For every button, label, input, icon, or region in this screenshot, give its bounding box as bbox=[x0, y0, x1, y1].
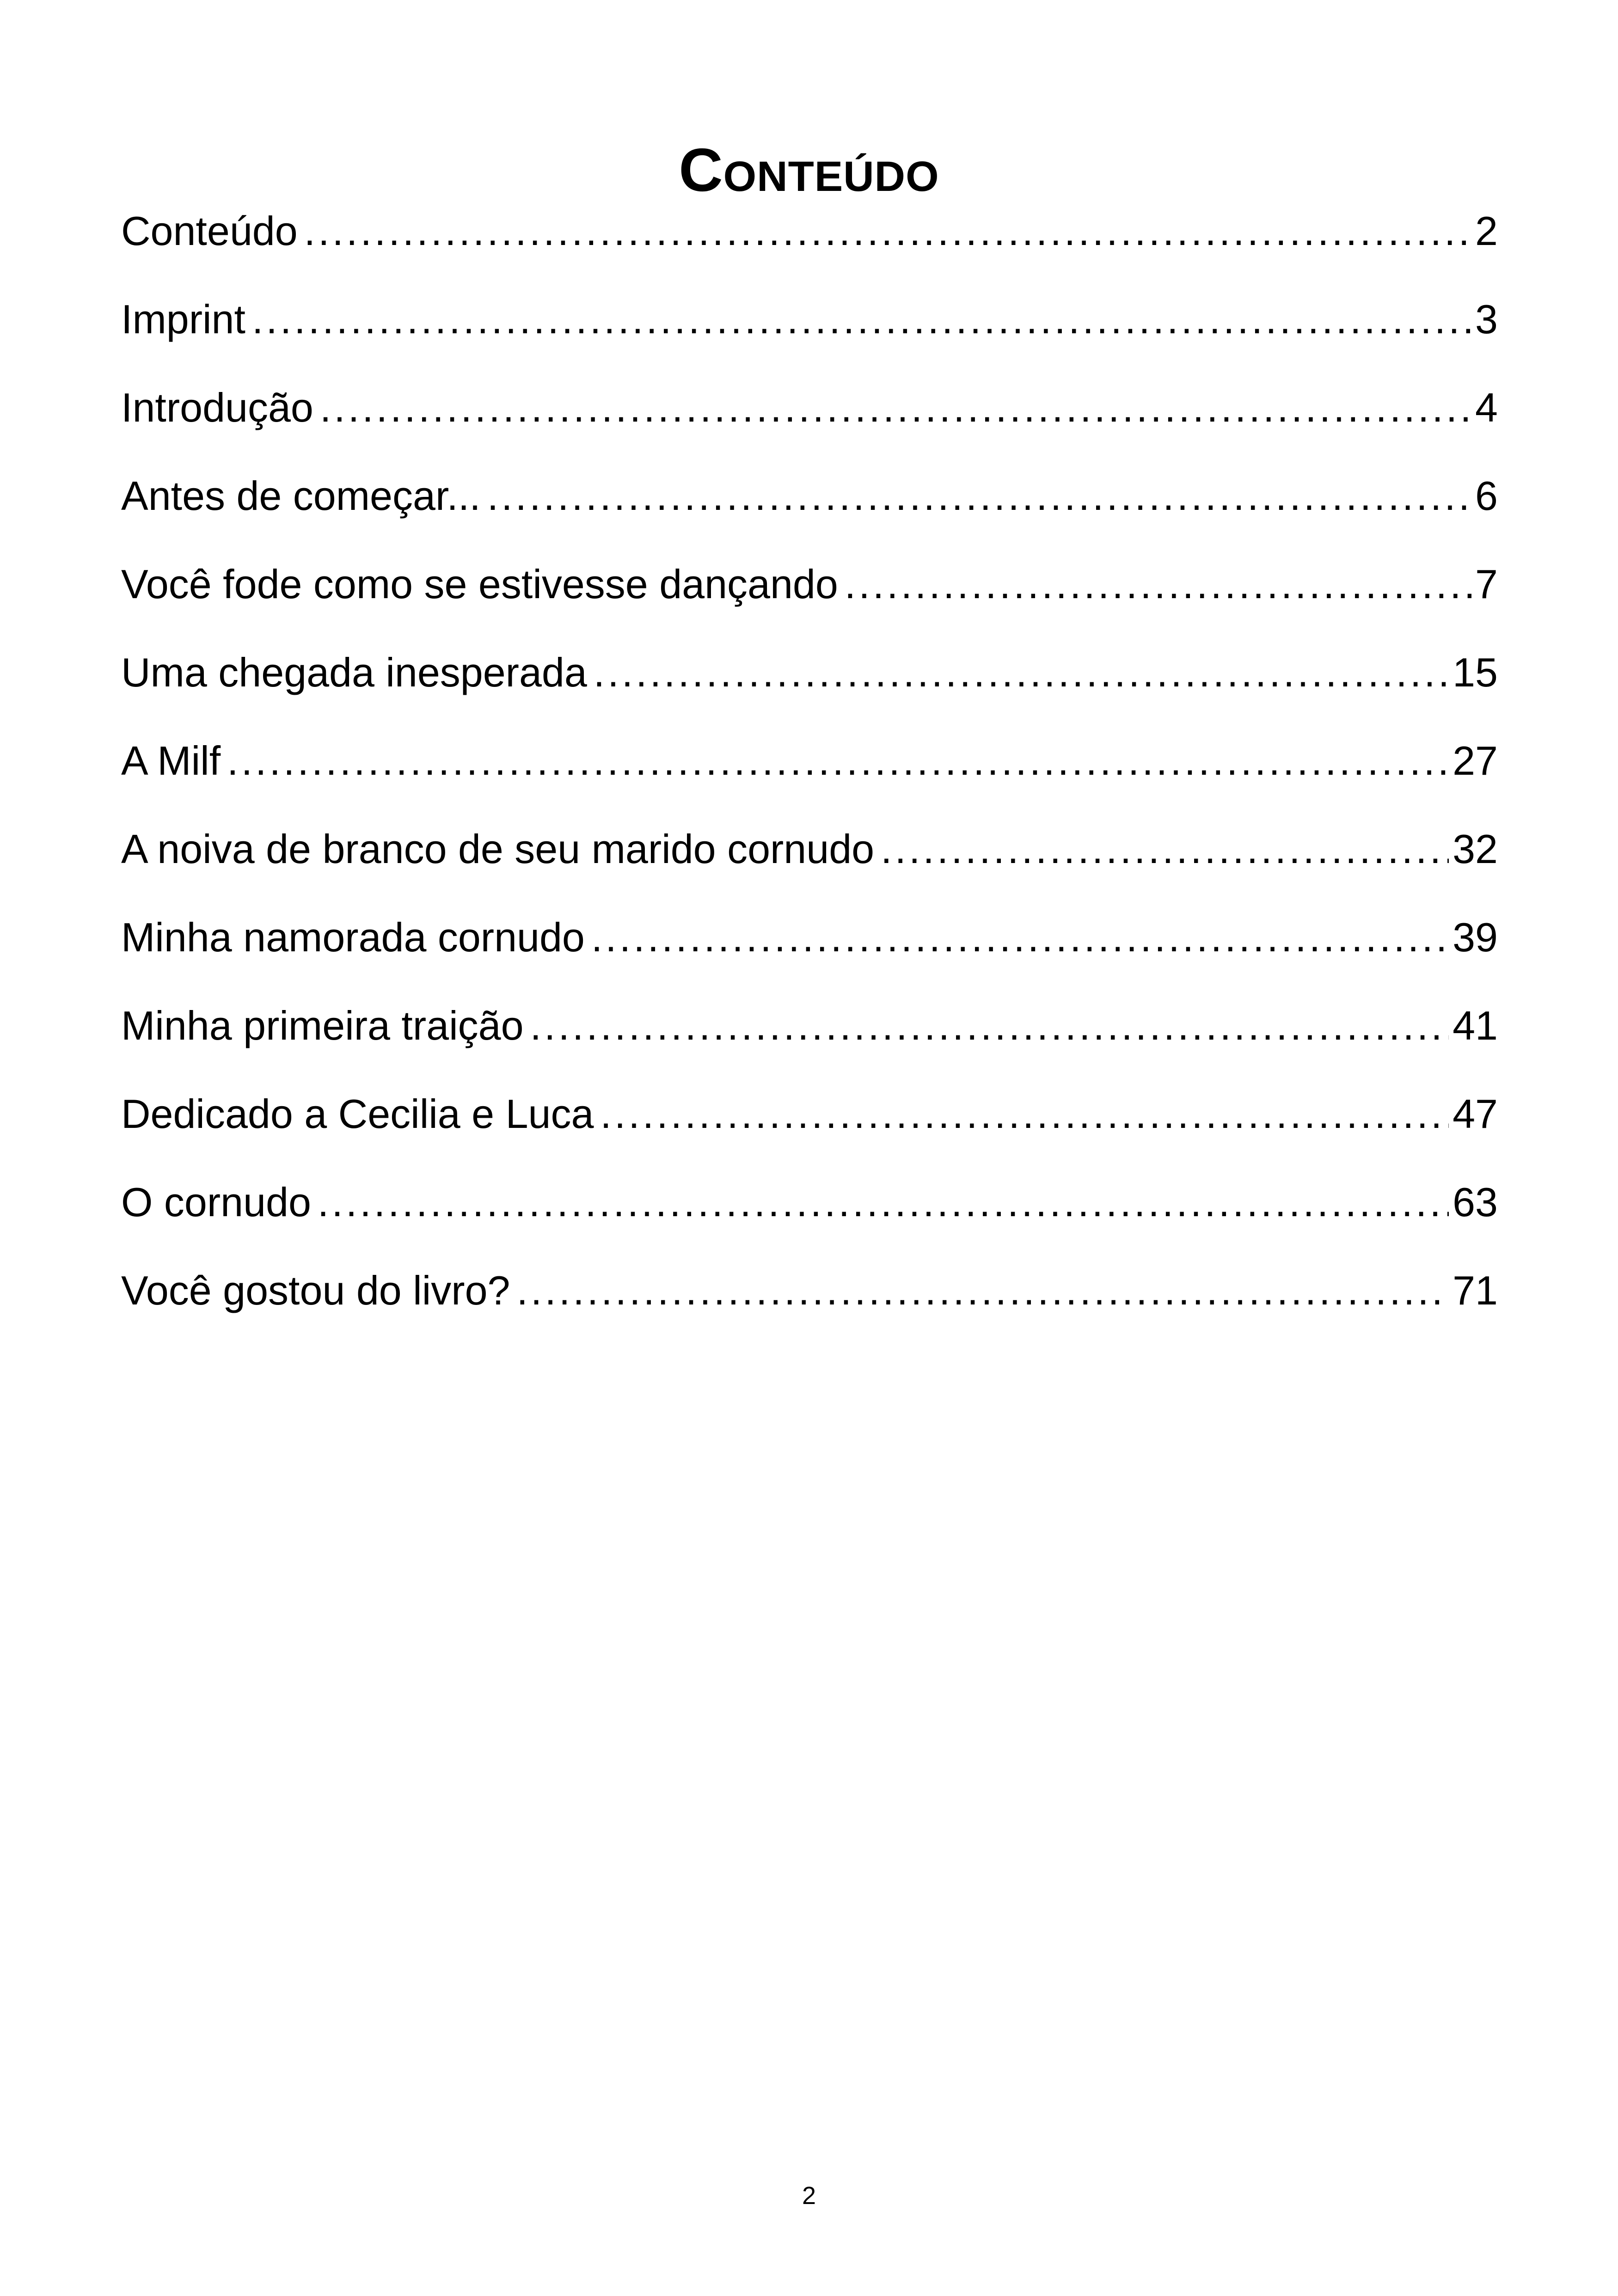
toc-entry-page: 47 bbox=[1453, 1091, 1498, 1137]
toc-entry-label: Conteúdo bbox=[121, 208, 298, 254]
toc-dot-leader bbox=[318, 1170, 1449, 1235]
toc-dot-leader bbox=[487, 464, 1471, 528]
toc-entry-label: Você fode como se estivesse dançando bbox=[121, 561, 838, 607]
toc-dot-leader bbox=[591, 905, 1449, 970]
toc-entry-label: Imprint bbox=[121, 296, 245, 342]
toc-entry-page: 4 bbox=[1475, 385, 1498, 430]
toc-entry-page: 27 bbox=[1453, 738, 1498, 784]
toc-entry[interactable] bbox=[121, 993, 1498, 1082]
toc-entry-page: 7 bbox=[1475, 561, 1498, 607]
toc-entry[interactable] bbox=[121, 729, 1498, 817]
toc-entry[interactable] bbox=[121, 640, 1498, 729]
toc-dot-leader bbox=[304, 199, 1471, 263]
toc-entry-page: 71 bbox=[1453, 1267, 1498, 1313]
toc-entry[interactable] bbox=[121, 1170, 1498, 1258]
page-number: 2 bbox=[802, 2182, 816, 2210]
toc-entry-label: Dedicado a Cecilia e Luca bbox=[121, 1091, 594, 1137]
toc-entry[interactable] bbox=[121, 1082, 1498, 1170]
toc-entry[interactable] bbox=[121, 552, 1498, 640]
toc-entry-label: Uma chegada inesperada bbox=[121, 649, 587, 695]
toc-entry[interactable] bbox=[121, 199, 1498, 287]
toc-entry-page: 32 bbox=[1453, 826, 1498, 872]
toc-entry-page: 41 bbox=[1453, 1003, 1498, 1048]
toc-dot-leader bbox=[845, 552, 1471, 617]
toc-entry[interactable] bbox=[121, 905, 1498, 993]
toc-entry-label: Introdução bbox=[121, 385, 313, 430]
toc-dot-leader bbox=[600, 1082, 1449, 1146]
toc-dot-leader bbox=[252, 287, 1471, 352]
toc-entry[interactable] bbox=[121, 464, 1498, 552]
toc-entry[interactable] bbox=[121, 817, 1498, 905]
table-of-contents bbox=[121, 199, 1498, 1347]
toc-entry-page: 6 bbox=[1475, 473, 1498, 519]
toc-entry[interactable] bbox=[121, 375, 1498, 464]
toc-dot-leader bbox=[881, 817, 1449, 882]
toc-entry-label: Antes de começar... bbox=[121, 473, 481, 519]
toc-entry-label: Minha namorada cornudo bbox=[121, 914, 585, 960]
toc-entry[interactable] bbox=[121, 287, 1498, 375]
toc-dot-leader bbox=[530, 993, 1449, 1058]
toc-entry-label: A Milf bbox=[121, 738, 221, 784]
toc-entry-page: 2 bbox=[1475, 208, 1498, 254]
toc-dot-leader bbox=[516, 1258, 1449, 1323]
toc-dot-leader bbox=[594, 640, 1449, 705]
toc-entry-label: Minha primeira traição bbox=[121, 1003, 524, 1048]
toc-dot-leader bbox=[320, 375, 1471, 440]
toc-entry-label: A noiva de branco de seu marido cornudo bbox=[121, 826, 875, 872]
page-title: Conteúdo bbox=[679, 136, 939, 204]
toc-entry-page: 63 bbox=[1453, 1179, 1498, 1225]
toc-entry-label: Você gostou do livro? bbox=[121, 1267, 510, 1313]
toc-entry-page: 39 bbox=[1453, 914, 1498, 960]
toc-entry-page: 3 bbox=[1475, 296, 1498, 342]
toc-dot-leader bbox=[227, 729, 1449, 793]
toc-entry-label: O cornudo bbox=[121, 1179, 311, 1225]
toc-entry-page: 15 bbox=[1453, 649, 1498, 695]
toc-entry[interactable] bbox=[121, 1258, 1498, 1347]
